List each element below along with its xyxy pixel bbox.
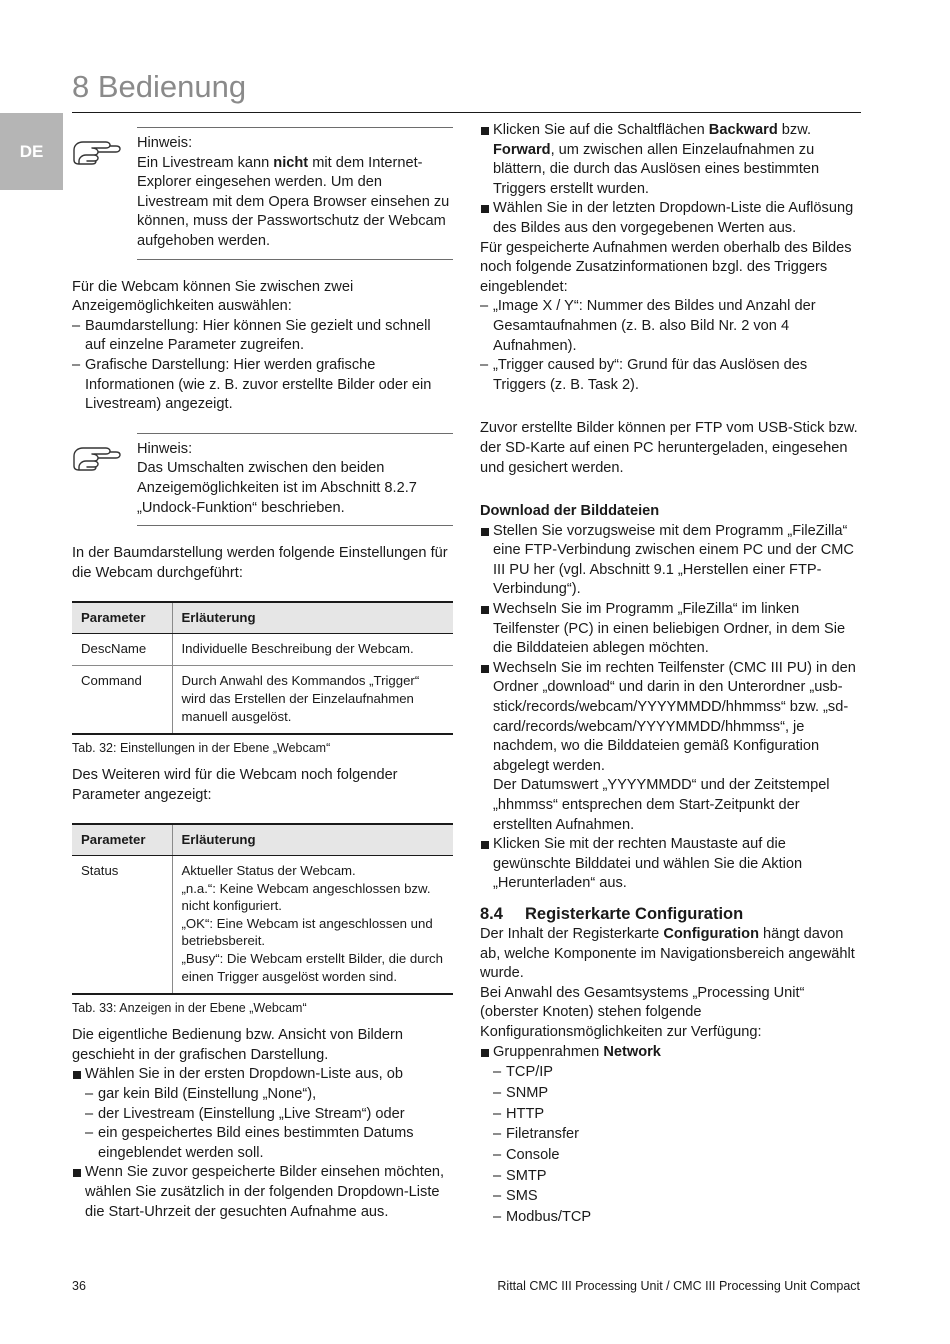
table-header: Erläuterung [172, 824, 453, 855]
table-cell [172, 856, 453, 995]
list-item: Wenn Sie zuvor gespeicherte Bilder einsehen möchten, wählen Sie zusätzlich in der folgenden Dropdown-Liste die Start-Uhrzeit der gesuchten Aufnahme aus. [72, 1163, 453, 1222]
status-line: „n.a.“: Keine Webcam angeschlossen bzw. nicht konfiguriert. [181, 880, 431, 914]
list-item: – Grafische Darstellung: Hier werden grafische Informationen (wie z. B. zuvor erstellte Bilder oder ein Livestream) angezeigt. [72, 356, 453, 415]
list-item: – Console [493, 1145, 861, 1166]
list-item: – TCP/IP [493, 1062, 861, 1083]
table-header: Parameter [72, 602, 172, 633]
info-list [480, 297, 861, 395]
tree-intro: In der Baumdarstellung werden folgende Einstellungen für die Webcam durchgeführt: [72, 545, 448, 581]
list-item: Wechseln Sie im rechten Teilfenster (CMC III PU) in den Ordner „download“ und darin in den Unterordner „usb-stick/records/webcam/YYYYMMDD/hhmmss“ bzw. „sd-card/records/webcam/YYYYMMDD/hhmmss“, je nachdem, wo die Bilddateien gemäß Konfiguration abgelegt werden. Der Datumswert „YYYYMMDD“ und der Zeitstempel „hhmmss“ entsprechen dem Start-Zeitpunkt der erstellten Aufnahmen. [480, 659, 861, 835]
list-item: – Baumdarstellung: Hier können Sie gezielt und schnell auf einzelne Parameter zugreifen. [72, 317, 453, 356]
table-row [72, 666, 453, 734]
left-column [72, 127, 453, 1222]
list-item: – „Image X / Y“: Nummer des Bildes und Anzahl der Gesamtaufnahmen (z. B. also Bild Nr. 2 von 4 Aufnahmen). [480, 297, 861, 356]
list-item: – Filetransfer [493, 1124, 861, 1145]
download-heading: Download der Bilddateien [480, 503, 660, 520]
list-item: – Modbus/TCP [493, 1207, 861, 1228]
status-line: „OK“: Eine Webcam ist angeschlossen und betriebsbereit. [181, 915, 433, 949]
sub-list [85, 1085, 453, 1163]
list-item: Stellen Sie vorzugsweise mit dem Programm „FileZilla“ eine FTP-Verbindung zwischen einem PC und der CMC III PU her (vgl. Abschnitt 9.1 „Herstellen einer FTP-Verbindung“). [480, 522, 861, 600]
config-groups-list [480, 1043, 861, 1228]
navigation-steps-list [480, 121, 861, 239]
table-header: Erläuterung [172, 602, 453, 633]
table-row [72, 856, 453, 995]
download-steps-list [480, 522, 861, 894]
table-header: Parameter [72, 824, 172, 855]
table-caption: Tab. 32: Einstellungen in der Ebene „Webcam“ [72, 741, 331, 756]
note-label: Hinweis: [137, 440, 193, 457]
note-box [137, 433, 453, 526]
ftp-text: Zuvor erstellte Bilder können per FTP vom USB-Stick bzw. der SD-Karte auf einen PC heruntergeladen, eingesehen und gesichert werden. [480, 420, 858, 476]
settings-table [72, 601, 453, 735]
note-text: Ein Livestream kann nicht mit dem Internet-Explorer eingesehen werden. Um den Livestream mit dem Opera Browser einsehen zu können, muss der Passwortschutz der Webcam aufgehoben werden. [137, 154, 450, 249]
table-cell: Command [72, 666, 172, 734]
list-item: – SMS [493, 1186, 861, 1207]
title-rule [72, 112, 861, 113]
list-item: – ein gespeichertes Bild eines bestimmten Datums eingeblendet werden soll. [85, 1124, 453, 1163]
page-number: 36 [72, 1279, 86, 1293]
status-line: Aktueller Status der Webcam. [181, 863, 356, 879]
list-item: Klicken Sie mit der rechten Maustaste auf die gewünschte Bilddatei und wählen Sie die Aktion „Herunterladen“ aus. [480, 835, 861, 894]
status-line: „Busy“: Die Webcam erstellt Bilder, die durch einen Trigger ausgelöst worden sind. [181, 951, 443, 984]
pointing-hand-icon [72, 442, 124, 472]
list-item: Gruppenrahmen Network – TCP/IP – SNMP – HTTP – Filetransfer – Console – SMTP – SMS – Modbus/TCP [480, 1043, 861, 1228]
list-item: – HTTP [493, 1104, 861, 1125]
config-text: Der Inhalt der Registerkarte Configuration hängt davon ab, welche Komponente im Navigationsbereich angewählt wurde. [480, 925, 855, 982]
note-box [137, 127, 453, 260]
display-intro: Für die Webcam können Sie zwischen zwei Anzeigemöglichkeiten auswählen: [72, 278, 354, 315]
graphic-intro: Die eigentliche Bedienung bzw. Ansicht von Bildern geschieht in der grafischen Darstellung. [72, 1027, 404, 1063]
table-cell: DescName [72, 633, 172, 666]
list-item: – gar kein Bild (Einstellung „None“), [85, 1085, 453, 1105]
document-title: Rittal CMC III Processing Unit / CMC III Processing Unit Compact [497, 1279, 860, 1293]
list-item: – SNMP [493, 1083, 861, 1104]
right-column [480, 121, 861, 1228]
table-row [72, 633, 453, 666]
note-label: Hinweis: [137, 135, 193, 151]
info-intro: Für gespeicherte Aufnahmen werden oberhalb des Bildes noch folgende Zusatzinformationen bzgl. des Triggers eingeblendet: [480, 239, 852, 295]
graphic-steps-list [72, 1065, 453, 1222]
pointing-hand-icon [72, 136, 124, 166]
list-item: Wechseln Sie im Programm „FileZilla“ im linken Teilfenster (PC) in einen beliebigen Ordner, in dem Sie die Bilddateien ablegen möchten. [480, 600, 861, 659]
list-item: – der Livestream (Einstellung „Live Stream“) oder [85, 1105, 453, 1125]
table-cell: Status [72, 856, 172, 995]
display-table [72, 823, 453, 995]
list-item: Klicken Sie auf die Schaltflächen Backward bzw. Forward, um zwischen allen Einzelaufnahmen zu blättern, die durch das Auslösen eines bestimmten Triggers erstellt wurden. [480, 121, 861, 199]
table-caption: Tab. 33: Anzeigen in der Ebene „Webcam“ [72, 1001, 307, 1016]
list-item: Wählen Sie in der letzten Dropdown-Liste die Auflösung des Bildes aus den vorgegebenen Werten aus. [480, 199, 861, 238]
table33-intro: Des Weiteren wird für die Webcam noch folgender Parameter angezeigt: [72, 767, 398, 803]
table-cell: Durch Anwahl des Kommandos „Trigger“ wird das Erstellen der Einzelaufnahmen manuell ausgelöst. [172, 666, 453, 734]
network-items-list [493, 1062, 861, 1228]
page-title: 8 Bedienung [72, 69, 247, 104]
note-text: Das Umschalten zwischen den beiden Anzeigemöglichkeiten ist im Abschnitt 8.2.7 „Undock-Funktion“ beschrieben. [137, 460, 417, 516]
list-item: Wählen Sie in der ersten Dropdown-Liste aus, ob – gar kein Bild (Einstellung „None“), – der Livestream (Einstellung „Live Stream“) oder – ein gespeichertes Bild eines bestimmten Datums eingeblendet werden soll. [72, 1065, 453, 1163]
table-cell: Individuelle Beschreibung der Webcam. [172, 633, 453, 666]
config-text-2: Bei Anwahl des Gesamtsystems „Processing Unit“ (oberster Knoten) stehen folgende Konfigurationsmöglichkeiten zur Verfügung: [480, 984, 805, 1040]
list-item: – SMTP [493, 1166, 861, 1187]
display-options-list [72, 317, 453, 415]
list-item: – „Trigger caused by“: Grund für das Auslösen des Triggers (z. B. Task 2). [480, 356, 861, 395]
section-heading: 8.4 Registerkarte Configuration [480, 904, 744, 923]
language-tab: DE [0, 113, 63, 190]
